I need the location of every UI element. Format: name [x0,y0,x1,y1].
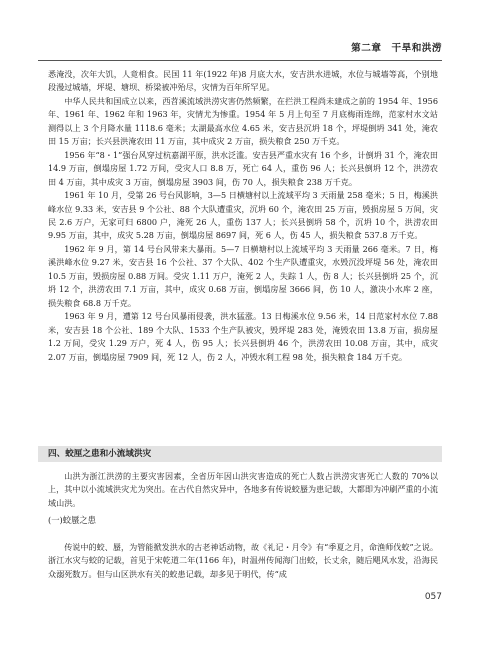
paragraph: 1961 年 10 月，受第 26 号台风影响，3—5 日横塘村以上流域平均 3 天雨量 258 毫米；5 日，梅溪洪峰水位 9.33 米，安吉县 9 个公社、88 个大队遭重灾，沉坍 60 个，淹农田 25 万亩，毁损房屋 5 万间，灾民 2.6 万户，无家可归 6800 户，淹死 26 人，重伤 137 人；长兴县倒坍 58 个，沉坍 10 个，洪涝农田 9.95 万亩，其中，成灾 5.28 万亩，倒塌房屋 8697 间，死 6 人，伤 45 人，损失粮食 537.8 万千克。 [48,190,438,241]
page-number: 057 [424,592,442,602]
paragraph: 山洪为浙江洪涝的主要灾害因素，全省历年因山洪灾害造成的死亡人数占洪涝灾害死亡人数的 70%以上，其中以小流域洪灾尤为突出。在古代自然灾异中，各地多有传说蛟蜃为患记载，大都即为冲刷严重的小流域山洪。 [48,471,438,508]
paragraph: 悉淹没，次年大饥，人竟相食。民国 11 年(1922 年)8 月底大水，安吉洪水进城，水位与城墙等高，个别地段漫过城墙，坪堤、塘坝、桥梁被冲殆尽，灾情为百年所罕见。 [48,69,438,93]
paragraph: 中华人民共和国成立以来，西苕溪流域洪涝灾害仍然频繁，在拦洪工程尚未建成之前的 1954 年、1956 年、1961 年、1962 年和 1963 年，灾情尤为惨重。1954 年 5 月上旬至 7 月底梅雨连绵，范家村水文站测得以上 3 个月降水量 1118.6 毫米；太湖最高水位 4.65 米，安吉县沉坍 18 个，坪堤倒坍 341 处，淹农田 15 万亩；长兴县洪淹农田 11 万亩，其中成灾 2 万亩，损失粮食 250 万千克。 [48,95,438,147]
chapter-title: 第二章 干旱和洪涝 [351,43,442,54]
paragraph: 1963 年 9 月，遭第 12 号台风暴雨侵袭，洪水猛涨。13 日梅溪水位 9.56 米，14 日范家村水位 7.88 米，安吉县 18 个公社、189 个大队、1533 个生产队被灾，毁坪堤 283 处，淹毁农田 13.8 万亩，损房屋 1.2 万间，受灾 1.29 万户，死 4 人，伤 95 人；长兴县倒坍 46 个，洪涝农田 10.08 万亩，其中，成灾 2.07 万亩，倒塌房屋 7909 间，死 12 人，伤 2 人，冲毁水利工程 98 处，损失粮食 184 万千克。 [48,311,438,362]
main-text [48,68,438,364]
paragraph: 1962 年 9 月，第 14 号台风带来大暴雨。5—7 日横塘村以上流域平均 3 天雨量 266 毫米。7 日，梅溪洪峰水位 9.27 米，安吉县 16 个公社、37 个大队、402 个生产队遭重灾，水毁沉没坪堤 56 处，淹农田 10.5 万亩，毁损房屋 0.88 万间。受灾 1.11 万户，淹死 2 人，失踪 1 人，伤 8 人；长兴县倒坍 25 个，沉坍 12 个，洪涝农田 7.1 万亩，其中，成灾 0.68 万亩，倒塌房屋 3666 间，伤 10 人，激决小水库 2 座，损失粮食 68.8 万千克。 [48,243,438,308]
subsection-heading: (一)蛟蜃之患 [48,515,96,525]
section-heading [38,446,442,462]
header-rule [38,60,442,61]
section-heading-text: 四、蛟厘之患和小流域洪灾 [48,449,152,459]
paragraph: 1956 年“8・1”强台风穿过杭嘉湖平原，洪水泛滥。安吉县严重水灾有 16 个乡，计倒坍 31 个，淹农田 14.9 万亩，倒塌房屋 1.72 万间，受灾人口 8.8 万，死亡 64 人，重伤 96 人；长兴县倒坍 12 个，洪涝农田 4 万亩，其中成灾 3 万亩，倒塌房屋 3903 间，伤 70 人，损失粮食 238 万千克。 [48,149,438,187]
paragraph: 传说中的蛟、蜃，为管能掀发洪水的古老神话动物，故《礼记・月令》有“季夏之月，命渔师伐蛟”之说。浙江水灾与蛟的记载，首见于宋乾道二年(1166 年)，时温州传闻海门出蛟，长丈余，随后飓风水发，沿海民众溺死数万。但与山区洪水有关的蛟患记载，却多见于明代，传“成 [48,542,438,579]
section-text [48,470,438,510]
running-header [0,40,442,58]
subsection-text [48,541,438,581]
